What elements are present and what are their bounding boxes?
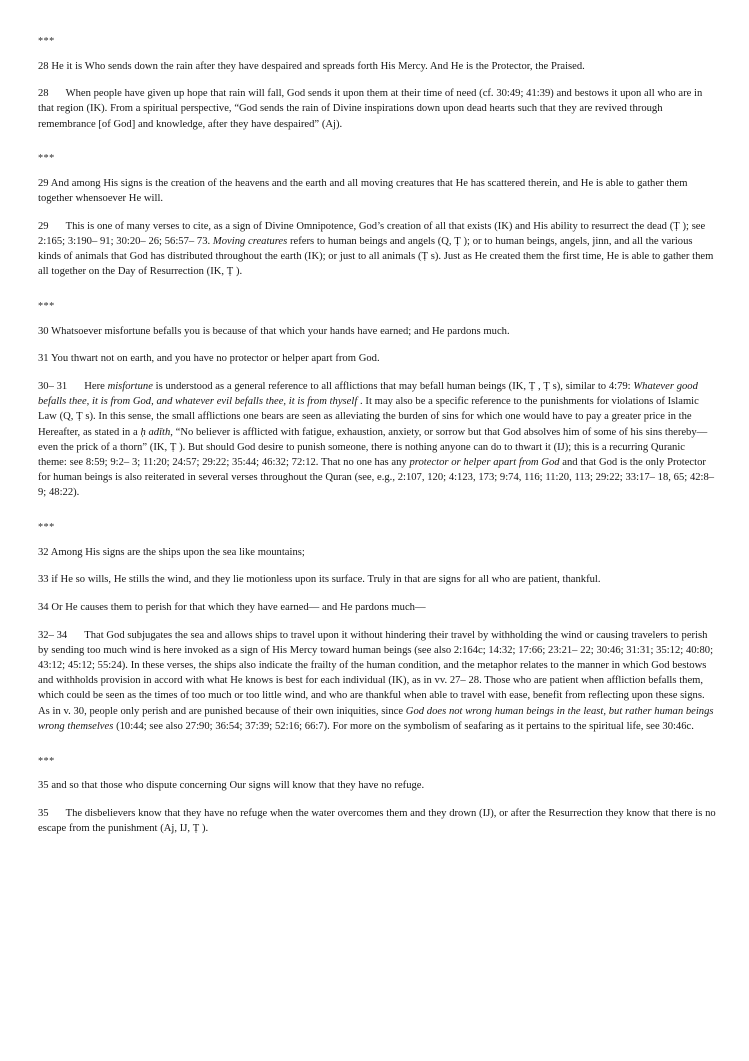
verse-paragraph: 33 if He so wills, He stills the wind, and they lie motionless upon its surface. Truly in that are signs for all who are patient, thankful. xyxy=(38,574,601,586)
commentary-text-run: This is one of many verses to cite, as a sign of Divine Omnipotence, God’s creation of all that exists (IK) and His ability to resurrect the dead (Ṭ ); see 2:165; 3:190– 91; 30:20– 26; 56:57– 73. xyxy=(38,220,706,247)
verse-paragraph: 32 Among His signs are the ships upon the sea like mountains; xyxy=(38,546,305,558)
commentary-paragraph xyxy=(38,379,716,501)
commentary-text-run: is understood as a general reference to all afflictions that may befall human beings (IK, Ṭ , Ṭ s), similar to 4:79: xyxy=(152,380,634,392)
commentary-italic-run: ḥ adīth xyxy=(140,426,171,438)
commentary-paragraph xyxy=(38,86,716,132)
commentary-verse-number: 28 xyxy=(38,88,49,100)
section-spacer xyxy=(38,747,716,754)
commentary-verse-number: 29 xyxy=(38,220,49,232)
section-separator: *** xyxy=(38,301,55,313)
verse-paragraph: 29 And among His signs is the creation of the heavens and the earth and all moving creatures that He has scattered therein, and He is able to gather them together whensoever He will. xyxy=(38,177,688,205)
page-text-column xyxy=(38,34,716,856)
commentary-italic-run: Whatever good befalls thee, it is from God, and whatever evil befalls thee, it is from thyself xyxy=(38,380,698,408)
commentary-text-run: , “No believer is afflicted with fatigue, exhaustion, anxiety, or sorrow but that God absolves him of some of his sins thereby— even the prick of a thorn” (IK, Ṭ ). But should God desire to punish someone, there is nothing anyone can do to thwart it (IJ); this is a recurring Quranic theme: see 8:59; 9:2– 3; 11:20; 24:57; 29:22; 35:44; 46:32; 72:12. That no one has any xyxy=(38,426,708,468)
commentary-text-run: When people have given up hope that rain will fall, God sends it upon them at their time of need (cf. 30:49; 41:39) and bestows it upon all who are in that region (IK). From a spiritual perspective, “God sends the rain of Divine inspirations down upon dead hearts such that they are revived through remembrance [of God] and knowledge, after they have despaired” (Aj). xyxy=(38,88,703,130)
commentary-italic-run: God does not wrong human beings in the least, but rather human beings wrong themselves xyxy=(38,705,714,732)
commentary-text-run: . It may also be a specific reference to the punishments for violations of Islamic Law (Q, Ṭ s). In this sense, the small afflictions one bears are seen as alleviating the burden of sins for which one would have to pay a greater price in the Hereafter, as stated in a xyxy=(38,396,699,438)
section-separator: *** xyxy=(38,755,55,767)
commentary-italic-run: misfortune xyxy=(107,380,153,392)
section-spacer xyxy=(38,849,716,856)
section-spacer xyxy=(38,144,716,151)
verse-paragraph: 35 and so that those who dispute concerning Our signs will know that they have no refuge. xyxy=(38,780,425,792)
section-separator: *** xyxy=(38,36,55,47)
commentary-paragraph xyxy=(38,628,716,734)
commentary-text-run: That God subjugates the sea and allows ships to travel upon it without hindering their travel by withholding the wind or causing travelers to perish by sending too much wind is here invoked as a sign of His Mercy toward human beings (see also 2:164c; 14:32; 17:66; 23:21– 22; 30:46; 31:31; 35:12; 40:80; 43:12; 45:12; 55:24). In these verses, the ships also indicate the frailty of the human condition, and the metaphor relates to the manner in which God bestows and withholds provision in accord with what He knows is best for each individual (IK), as in vv. 27– 28. Those who are patient when affliction befalls them, which could be seen as the times of too much or too little wind, and who are thankful when able to travel with ease, benefit from reflecting upon these signs. As in v. 30, people only perish and are punished because of their own iniquities, since xyxy=(38,629,714,717)
commentary-italic-run: Moving creatures xyxy=(212,235,288,247)
section-separator: *** xyxy=(38,522,55,534)
verse-paragraph: 34 Or He causes them to perish for that which they have earned— and He pardons much— xyxy=(38,601,426,613)
commentary-text-run: refers to human beings and angels (Q, Ṭ ); or to human beings, angels, jinn, and all the various kinds of animals that God has distributed throughout the earth (IK); or just to all animals (Ṭ s). Just as He created them the first time, He is able to gather them all together on the Day of Resurrection (IK, Ṭ ). xyxy=(38,235,714,278)
section-spacer xyxy=(38,513,716,520)
commentary-text-run: The disbelievers know that they have no refuge when the water overcomes them and they drown (IJ), or after the Resurrection they know that there is no escape from the punishment (Aj, IJ, Ṭ ). xyxy=(38,807,716,834)
commentary-verse-number: 32– 34 xyxy=(38,629,68,641)
commentary-text-run: and that God is the only Protector for human beings is also reiterated in several verses throughout the Quran (see, e.g., 2:107, 120; 4:123, 173; 9:74, 116; 11:20, 113; 29:22; 33:17– 18, 65; 42:8– 9; 48:22). xyxy=(38,456,715,499)
commentary-verse-number: 35 xyxy=(38,807,49,819)
commentary-text-run: (10:44; see also 27:90; 36:54; 37:39; 52:16; 66:7). For more on the symbolism of seafaring as it pertains to the spiritual life, see 30:46c. xyxy=(113,720,694,732)
commentary-paragraph xyxy=(38,219,716,280)
section-separator: *** xyxy=(38,153,55,165)
commentary-text-run: Here xyxy=(84,380,108,392)
verse-paragraph: 28 He it is Who sends down the rain after they have despaired and spreads forth His Mercy. And He is the Protector, the Praised. xyxy=(38,60,585,72)
verse-paragraph: 31 You thwart not on earth, and you have no protector or helper apart from God. xyxy=(38,353,380,365)
commentary-paragraph xyxy=(38,806,716,836)
section-spacer xyxy=(38,292,716,299)
verse-paragraph: 30 Whatsoever misfortune befalls you is because of that which your hands have earned; and He pardons much. xyxy=(38,325,510,337)
commentary-verse-number: 30– 31 xyxy=(38,380,68,392)
commentary-italic-run: protector or helper apart from God xyxy=(409,456,560,468)
